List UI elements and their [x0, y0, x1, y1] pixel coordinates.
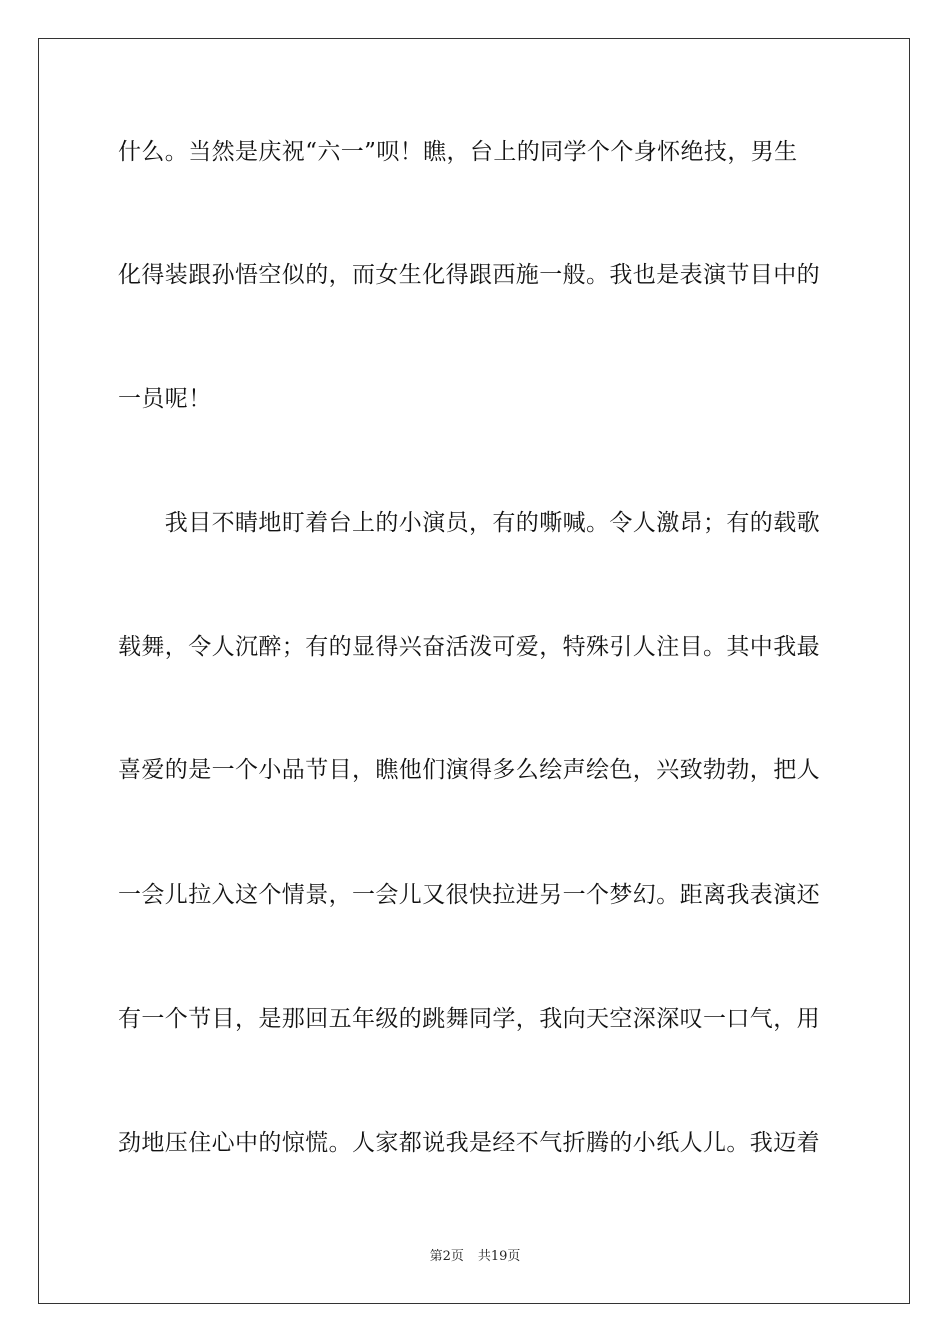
text-line: 化得装跟孙悟空似的，而女生化得跟西施一般。我也是表演节目中的 [118, 262, 820, 288]
text-line: 我目不睛地盯着台上的小演员，有的嘶喊。令人激昂；有的载歌 [118, 510, 820, 536]
text-line: 有一个节目，是那回五年级的跳舞同学，我向天空深深叹一口气，用 [118, 1006, 820, 1032]
page-footer [0, 1248, 950, 1266]
page-total: 共19页 [477, 1249, 521, 1264]
page-number: 第2页 [429, 1249, 464, 1264]
page-border [38, 38, 910, 1304]
text-line: 劲地压住心中的惊慌。人家都说我是经不气折腾的小纸人儿。我迈着 [118, 1130, 820, 1156]
text-line: 载舞，令人沉醉；有的显得兴奋活泼可爱，特殊引人注目。其中我最 [118, 634, 820, 660]
text-line: 什么。当然是庆祝“六一”呗！瞧，台上的同学个个身怀绝技，男生 [118, 139, 798, 165]
text-line: 喜爱的是一个小品节目，瞧他们演得多么绘声绘色，兴致勃勃，把人 [118, 757, 820, 783]
text-line: 一员呢！ [118, 386, 212, 412]
text-line: 一会儿拉入这个情景，一会儿又很快拉进另一个梦幻。距离我表演还 [118, 882, 820, 908]
